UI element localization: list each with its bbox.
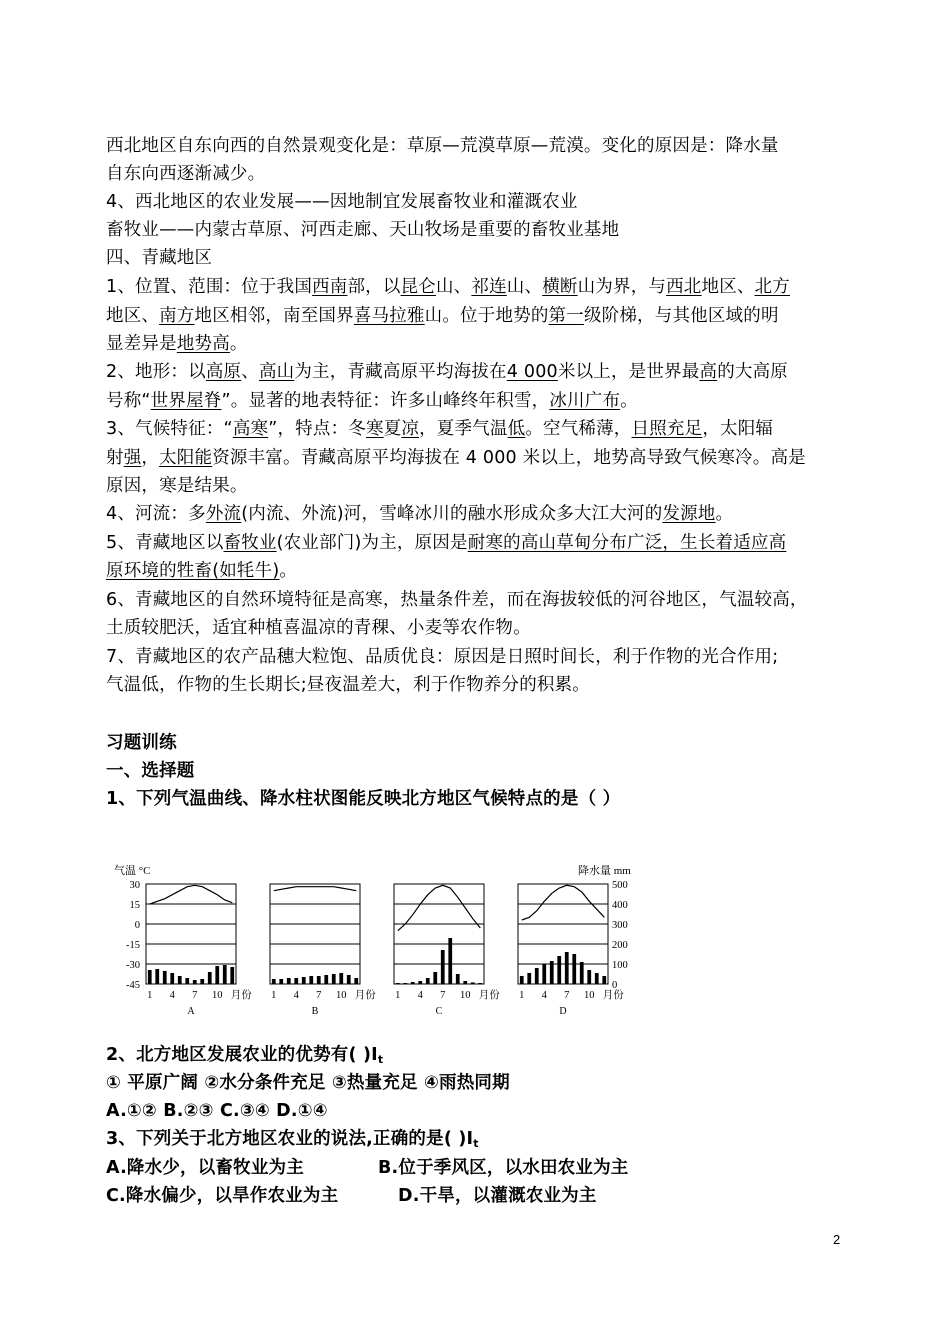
precipitation-tick-label: 400: [612, 900, 628, 911]
month-tick-label: 4: [293, 990, 299, 1001]
temperature-line: [150, 885, 233, 904]
precipitation-bar: [580, 962, 584, 984]
precipitation-bar: [456, 974, 460, 984]
underlined-term: 凉: [401, 419, 420, 439]
text-line: 号称“世界屋脊”。显著的地表特征：许多山峰终年积雪，冰川广布。: [106, 391, 638, 411]
precipitation-bar: [520, 976, 524, 984]
precipitation-bar: [441, 950, 445, 984]
precipitation-bar: [426, 978, 430, 984]
precipitation-bar: [309, 976, 313, 984]
precipitation-bar: [178, 976, 182, 984]
underlined-term: 耐寒的高山草甸分布广泛，生长着适应高: [467, 533, 787, 553]
panel-label: C: [435, 1006, 443, 1017]
month-tick-label: 4: [541, 990, 547, 1001]
underlined-term: 畜牧业: [223, 533, 277, 553]
month-tick-label: 7: [192, 990, 198, 1001]
text-line: 气温低，作物的生长期长;昼夜温差大，利于作物养分的积累。: [106, 675, 590, 695]
question-3-choice-b: B.位于季风区，以水田农业为主: [378, 1158, 629, 1178]
precipitation-tick-label: 500: [612, 880, 628, 891]
underlined-term: 发源地: [662, 504, 716, 524]
precipitation-bar: [602, 976, 606, 984]
precipitation-bar: [463, 981, 467, 984]
underlined-term: 外流: [205, 504, 242, 524]
underlined-term: 强: [123, 448, 142, 468]
text-line: 1、位置、范围：位于我国西南部，以昆仑山、祁连山、横断山为界，与西北地区、北方: [106, 277, 791, 297]
month-tick-label: 10: [584, 990, 595, 1001]
question-mark: I: [466, 1129, 474, 1149]
precipitation-bar: [324, 975, 328, 984]
text-line: 射强，太阳能资源丰富。青藏高原平均海拔在 4 000 米以上，地势高导致气候寒冷。高是: [106, 448, 806, 468]
text-line: 土质较肥沃，适宜种植喜温凉的青稞、小麦等农作物。: [106, 618, 531, 638]
precipitation-bar: [527, 973, 531, 984]
month-tick-label: 10: [212, 990, 223, 1001]
month-axis-label: 月份: [602, 990, 624, 1001]
section-heading: 四、青藏地区: [106, 248, 213, 268]
page-number: 2: [833, 1232, 841, 1247]
precipitation-bar: [223, 965, 227, 984]
precipitation-bar: [542, 964, 546, 984]
precipitation-bar: [478, 983, 482, 984]
month-tick-label: 10: [336, 990, 347, 1001]
underlined-term: 4 000: [506, 362, 558, 382]
precipitation-axis-label: 降水量 mm: [578, 865, 631, 877]
question-3-choice-d: D.干旱，以灌溉农业为主: [398, 1186, 597, 1206]
question-3-choice-c: C.降水偏少，以旱作农业为主: [106, 1186, 339, 1206]
month-tick-label: 1: [147, 990, 153, 1001]
text-line: 地区、南方地区相邻，南至国界喜马拉雅山。位于地势的第一级阶梯，与其他区域的明: [106, 306, 779, 326]
underlined-term: 原环境的牲畜(如牦牛): [106, 561, 280, 581]
section-heading: 一、选择题: [106, 761, 195, 781]
precipitation-tick-label: 100: [612, 960, 628, 971]
text-line: 6、青藏地区的自然环境特征是高寒，热量条件差，而在海拔较低的河谷地区，气温较高，: [106, 590, 808, 610]
precipitation-bar: [287, 978, 291, 984]
precipitation-bar: [448, 938, 452, 984]
question-1: 1、下列气温曲线、降水柱状图能反映北方地区气候特点的是（ ）: [106, 789, 621, 809]
underlined-term: 高: [699, 362, 718, 382]
temperature-axis-label: 气温 °C: [114, 865, 151, 877]
month-tick-label: 7: [316, 990, 322, 1001]
panel-frame: [394, 884, 484, 984]
text-line: 5、青藏地区以畜牧业(农业部门)为主，原因是耐寒的高山草甸分布广泛，生长着适应高: [106, 533, 787, 553]
month-axis-label: 月份: [478, 990, 500, 1001]
underlined-term: 低: [507, 419, 526, 439]
question-2: 2、北方地区发展农业的优势有( )$I_t$: [106, 1045, 384, 1066]
precipitation-bar: [587, 970, 591, 984]
precipitation-bar: [332, 974, 336, 984]
precipitation-tick-label: 200: [612, 940, 628, 951]
underlined-term: 南方: [159, 306, 195, 326]
text-line: 3、气候特征：“高寒”，特点：冬寒夏凉，夏季气温低。空气稀薄，日照充足，太阳辐: [106, 419, 774, 439]
panel-label: A: [187, 1006, 195, 1017]
month-tick-label: 4: [169, 990, 175, 1001]
text-line: 显差异是地势高。: [106, 334, 248, 354]
underlined-term: 西南: [312, 277, 348, 297]
question-mark: I: [371, 1045, 378, 1065]
temperature-tick-label: -15: [126, 940, 140, 951]
precipitation-bar: [317, 976, 321, 984]
text-line: 畜牧业——内蒙古草原、河西走廊、天山牧场是重要的畜牧业基地: [106, 220, 620, 240]
underlined-term: 高寒: [232, 419, 269, 439]
temperature-tick-label: 30: [129, 880, 140, 891]
month-tick-label: 4: [417, 990, 423, 1001]
precipitation-tick-label: 300: [612, 920, 628, 931]
text-line: 7、青藏地区的农产品穗大粒饱、品质优良：原因是日照时间长，利于作物的光合作用;: [106, 647, 779, 667]
underlined-term: 北方: [754, 277, 791, 297]
exercise-title: 习题训练: [106, 733, 177, 753]
underlined-term: 第一: [548, 306, 584, 326]
precipitation-bar: [208, 972, 212, 984]
underlined-term: 西北: [666, 277, 702, 297]
text-line: 自东向西逐渐减少。: [106, 164, 266, 184]
text-line: 2、地形：以高原、高山为主，青藏高原平均海拔在4 000米以上，是世界最高的大高原: [106, 362, 788, 382]
text-line: 西北地区自东向西的自然景观变化是：草原—荒漠草原—荒漠。变化的原因是：降水量: [106, 136, 779, 156]
underlined-term: 太阳能: [159, 448, 213, 468]
month-axis-label: 月份: [354, 990, 376, 1001]
underlined-term: 昆仑: [400, 277, 436, 297]
precipitation-bar: [193, 980, 197, 984]
question-mark-sub: t: [473, 1137, 479, 1150]
precipitation-bar: [403, 983, 407, 984]
text-line: 原因，寒是结果。: [106, 476, 248, 496]
underlined-term: 地势高: [176, 334, 230, 354]
question-2-options: ① 平原广阔 ②水分条件充足 ③热量充足 ④雨热同期: [106, 1073, 510, 1093]
month-tick-label: 7: [564, 990, 570, 1001]
precipitation-bar: [572, 954, 576, 984]
temperature-tick-label: -30: [126, 960, 140, 971]
month-tick-label: 1: [271, 990, 277, 1001]
precipitation-bar: [418, 981, 422, 984]
panel-frame: [270, 884, 360, 984]
precipitation-bar: [347, 975, 351, 984]
panel-label: B: [311, 1006, 319, 1017]
temperature-line: [274, 887, 357, 891]
question-mark-sub: t: [377, 1053, 384, 1066]
underlined-term: 横断: [542, 277, 578, 297]
climate-chart: [112, 862, 652, 1062]
precipitation-bar: [471, 982, 475, 984]
precipitation-bar: [396, 983, 400, 984]
underlined-term: 祁连: [471, 277, 507, 297]
precipitation-bar: [279, 979, 283, 984]
underlined-term: 高山: [258, 362, 295, 382]
precipitation-bar: [433, 972, 437, 984]
text-line: 4、河流：多外流(内流、外流)河，雪峰冰川的融水形成众多大江大河的发源地。: [106, 504, 734, 524]
temperature-tick-label: 0: [134, 920, 140, 931]
month-tick-label: 7: [440, 990, 446, 1001]
temperature-tick-label: 15: [129, 900, 140, 911]
underlined-term: 喜马拉雅: [353, 306, 425, 326]
precipitation-tick-label: 0: [612, 980, 618, 991]
precipitation-bar: [411, 982, 415, 984]
panel-frame: [518, 884, 608, 984]
precipitation-bar: [339, 973, 343, 984]
precipitation-bar: [302, 977, 306, 984]
month-tick-label: 1: [395, 990, 401, 1001]
underlined-term: 寒: [366, 419, 384, 439]
precipitation-bar: [595, 973, 599, 984]
precipitation-bar: [565, 952, 569, 984]
precipitation-bar: [557, 956, 561, 984]
temperature-line: [522, 885, 605, 920]
precipitation-bar: [163, 971, 167, 984]
precipitation-bar: [170, 973, 174, 984]
temperature-tick-label: -45: [126, 980, 140, 991]
underlined-term: 世界屋脊: [150, 391, 222, 411]
question-3-choice-a: A.降水少，以畜牧业为主: [106, 1158, 304, 1178]
precipitation-bar: [272, 979, 276, 984]
month-tick-label: 1: [519, 990, 525, 1001]
precipitation-bar: [200, 979, 204, 984]
precipitation-bar: [294, 978, 298, 984]
question-3: 3、下列关于北方地区农业的说法,正确的是( )$I_t$: [106, 1129, 479, 1150]
precipitation-bar: [354, 978, 358, 984]
month-tick-label: 10: [460, 990, 471, 1001]
underlined-term: 高原: [205, 362, 242, 382]
panel-label: D: [559, 1006, 567, 1017]
underlined-term: 冰川广布: [549, 391, 621, 411]
precipitation-bar: [215, 966, 219, 984]
precipitation-bar: [535, 968, 539, 984]
precipitation-bar: [155, 969, 159, 984]
month-axis-label: 月份: [230, 990, 252, 1001]
precipitation-bar: [148, 970, 152, 984]
precipitation-bar: [230, 967, 234, 984]
climate-chart-svg: [112, 862, 652, 1058]
precipitation-bar: [550, 961, 554, 984]
underlined-term: 日照充足: [631, 419, 703, 439]
question-2-choices: A.①② B.②③ C.③④ D.①④: [106, 1101, 328, 1121]
precipitation-bar: [185, 978, 189, 984]
text-line: 原环境的牲畜(如牦牛)。: [106, 561, 298, 581]
text-line: 4、西北地区的农业发展——因地制宜发展畜牧业和灌溉农业: [106, 192, 578, 212]
